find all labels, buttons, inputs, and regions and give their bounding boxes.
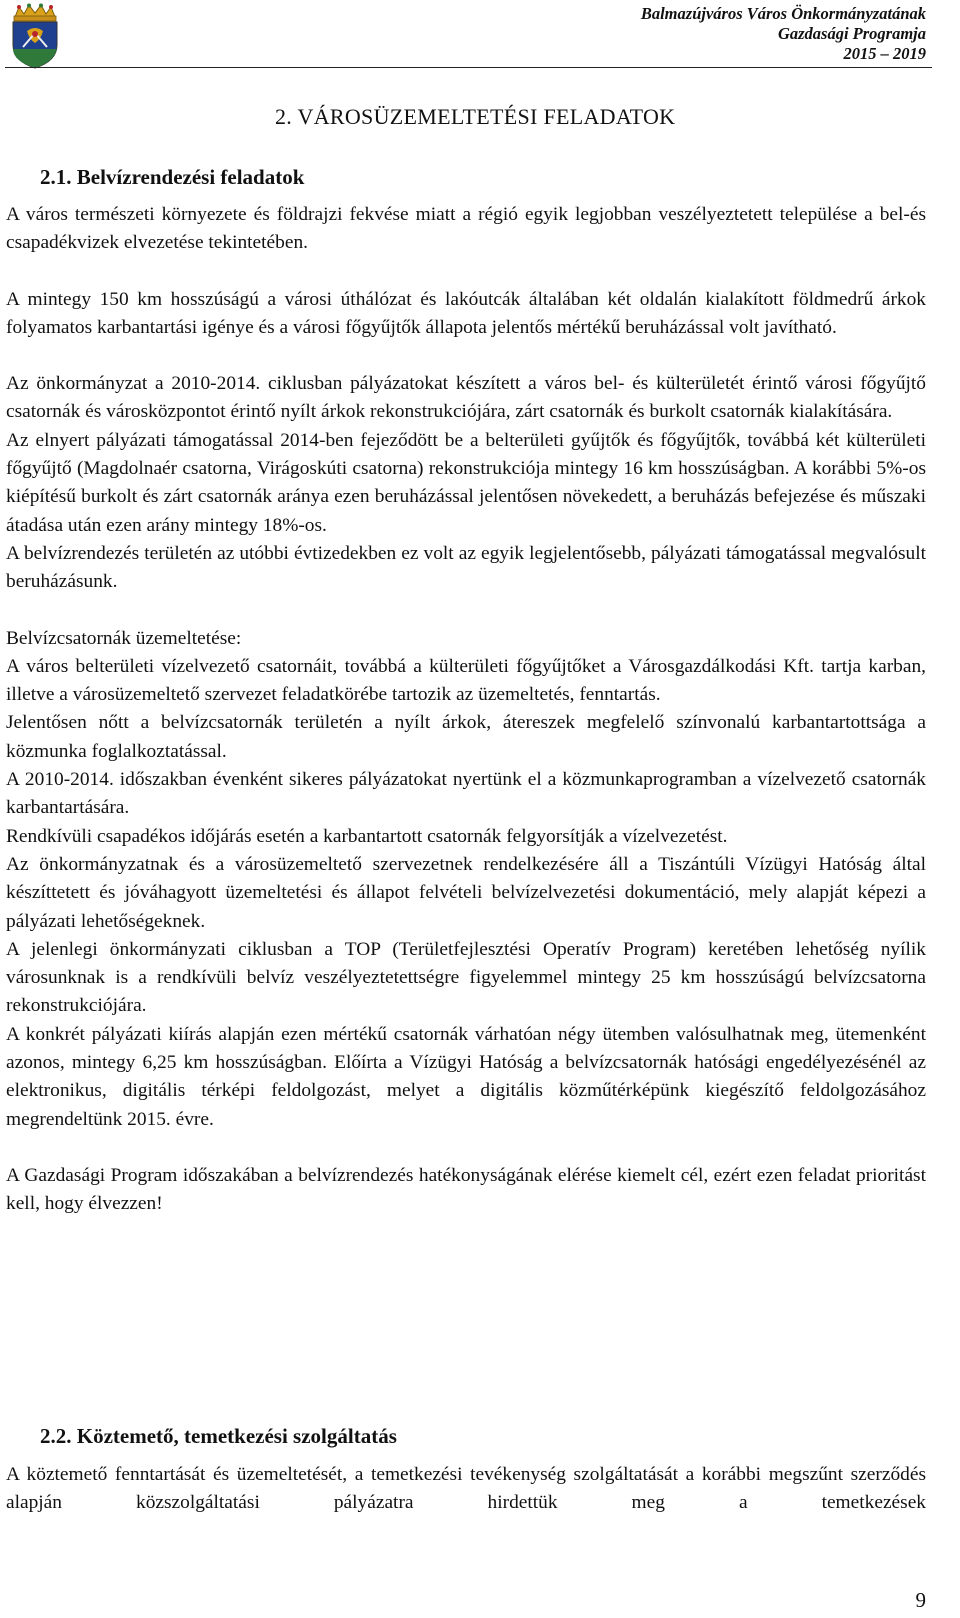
- paragraph: Rendkívüli csapadékos időjárás esetén a karbantartott csatornák felgyorsítják a vízelvezetést.: [6, 825, 728, 847]
- subheading: Belvízcsatornák üzemeltetése:: [6, 627, 242, 649]
- paragraph: Az önkormányzatnak és a városüzemeltető szervezetnek rendelkezésére áll a Tiszántúli Vízügyi Hatóság által készíttetett és jóváhagyott üzemeltetési és állapot felvételi belvízelvezetési dokumentáció, mely alapját képezi a pályázati lehetőségeknek.: [6, 853, 926, 932]
- coat-of-arms-icon: [7, 3, 63, 69]
- header-line-3: 2015 – 2019: [843, 44, 926, 63]
- paragraph: A belvízrendezés területén az utóbbi évtizedekben ez volt az egyik legjelentősebb, pályázati támogatással megvalósult beruházásunk.: [6, 542, 926, 593]
- paragraph: Az elnyert pályázati támogatással 2014-ben fejeződött be a belterületi gyűjtők és főgyűjtők, továbbá két külterületi főgyűjtő (Magdolnaér csatorna, Virágoskúti csatorna) rekonstrukciója mintegy 16 km hosszúságban. A korábbi 5%-os kiépítésű burkolt és zárt csatornák aránya ezen beruházással jelentősen növekedett, a beruházás befejezése és műszaki átadása után ezen arány mintegy 18%-os.: [6, 429, 926, 536]
- paragraph: A város természeti környezete és földrajzi fekvése miatt a régió egyik legjobban veszélyeztetett települése a bel-és csapadékvizek elvezetése tekintetében.: [6, 204, 926, 254]
- paragraph: A mintegy 150 km hosszúságú a városi úthálózat és lakóutcák általában két oldalán kialakított földmedrű árkok folyamatos karbantartási igénye és a városi főgyűjtők állapota jelentős mértékű beruházással volt javítható.: [6, 288, 926, 338]
- paragraph: A város belterületi vízelvezető csatornáit, továbbá a külterületi főgyűjtőket a Városgazdálkodási Kft. tartja karban, illetve a városüzemeltető szervezet feladatkörébe tartozik az üzemeltetés, fenntartás.: [6, 655, 926, 706]
- header-line-2: Gazdasági Programja: [777, 24, 926, 43]
- paragraph: A jelenlegi önkormányzati ciklusban a TOP (Területfejlesztési Operatív Program) keretében lehetőség nyílik városunknak is a rendkívüli belvíz veszélyeztetettségre figyelemmel mintegy 25 km hosszúságú belvízcsatorna rekonstrukciójára.: [6, 938, 926, 1017]
- paragraph: Jelentősen nőtt a belvízcsatornák területén a nyílt árkok, átereszek megfelelő színvonalú karbantartottsága a közmunka foglalkoztatással.: [6, 712, 926, 762]
- section-title-2-1: 2.1. Belvízrendezési feladatok: [40, 165, 305, 189]
- paragraph: A köztemető fenntartását és üzemeltetését, a temetkezési tevékenység szolgáltatását a korábbi megszűnt szerződés alapján közszolgáltatási pályázatra hirdettük meg a temetkezések: [6, 1464, 926, 1514]
- header-divider: [5, 67, 932, 68]
- paragraph: A konkrét pályázati kiírás alapján ezen mértékű csatornák várhatóan négy ütemben valósulhatnak meg, ütemenként azonos, mintegy 6,25 km hosszúságban. Előírta a Vízügyi Hatóság a belvízcsatornák hatósági engedélyezésénél az elektronikus, digitális térképi feldolgozást, melyet a digitális közműtérképünk kiegészítő feldolgozásához megrendeltünk 2015. évre.: [6, 1023, 926, 1130]
- section-2-1-body: [6, 201, 926, 1219]
- chapter-title: 2. VÁROSÜZEMELTETÉSI FELADATOK: [275, 104, 676, 129]
- section-2-2-body: [6, 1461, 926, 1518]
- paragraph: Az önkormányzat a 2010-2014. ciklusban pályázatokat készített a város bel- és külterületét érintő városi főgyűjtő csatornák és városközpontot érintő nyílt árkok rekonstrukciójára, zárt csatornák és burkolt csatornák kialakítására.: [6, 373, 926, 423]
- document-header: [641, 4, 926, 64]
- header-line-1: Balmazújváros Város Önkormányzatának: [640, 4, 926, 23]
- page-number: 9: [915, 1588, 926, 1612]
- paragraph: A 2010-2014. időszakban évenként sikeres pályázatokat nyertünk el a közmunkaprogramban a vízelvezető csatornák karbantartására.: [6, 769, 926, 819]
- paragraph: A Gazdasági Program időszakában a belvízrendezés hatékonyságának elérése kiemelt cél, ezért ezen feladat prioritást kell, hogy élvezzen!: [6, 1164, 926, 1215]
- section-title-2-2: 2.2. Köztemető, temetkezési szolgáltatás: [40, 1424, 397, 1448]
